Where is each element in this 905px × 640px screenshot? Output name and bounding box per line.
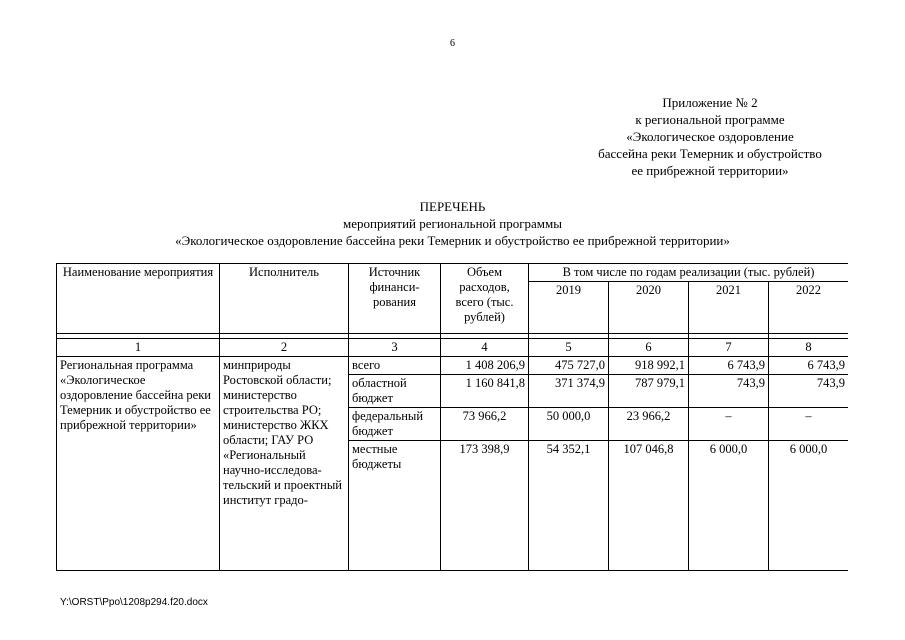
column-number: 2 bbox=[220, 339, 349, 357]
source-cell: областной бюджет bbox=[349, 375, 441, 408]
total-cell: 173 398,9 bbox=[441, 441, 529, 571]
year-value-cell: 743,9 bbox=[769, 375, 849, 408]
year-value-cell: 787 979,1 bbox=[609, 375, 689, 408]
year-value-cell: 6 000,0 bbox=[689, 441, 769, 571]
header-executor: Исполнитель bbox=[220, 264, 349, 334]
year-value-cell: 54 352,1 bbox=[529, 441, 609, 571]
column-number: 4 bbox=[441, 339, 529, 357]
appendix-line: «Экологическое оздоровление bbox=[626, 129, 794, 144]
year-value-cell: 23 966,2 bbox=[609, 408, 689, 441]
appendix-line: к региональной программе bbox=[635, 112, 785, 127]
total-cell: 1 160 841,8 bbox=[441, 375, 529, 408]
year-value-cell: 6 743,9 bbox=[689, 357, 769, 375]
year-value-cell: 50 000,0 bbox=[529, 408, 609, 441]
year-value-cell: 371 374,9 bbox=[529, 375, 609, 408]
program-name-cell: Региональная программа «Экологическое оздоровление бассейна реки Темерник и обустройство ее прибрежной территории» bbox=[57, 357, 220, 571]
header-name: Наименование мероприятия bbox=[57, 264, 220, 334]
header-source: Источник финанси-рования bbox=[349, 264, 441, 334]
title-line: мероприятий региональной программы bbox=[343, 216, 562, 231]
measures-table bbox=[56, 263, 848, 571]
year-value-cell: 6 743,9 bbox=[769, 357, 849, 375]
title-line: «Экологическое оздоровление бассейна реки Темерник и обустройство ее прибрежной территории» bbox=[175, 233, 730, 248]
header-year: 2022 bbox=[769, 282, 849, 334]
total-cell: 73 966,2 bbox=[441, 408, 529, 441]
year-value-cell: – bbox=[769, 408, 849, 441]
year-value-cell: 743,9 bbox=[689, 375, 769, 408]
column-number: 5 bbox=[529, 339, 609, 357]
document-title bbox=[0, 198, 905, 249]
appendix-line: ее прибрежной территории» bbox=[631, 163, 789, 178]
column-number: 8 bbox=[769, 339, 849, 357]
source-cell: местные бюджеты bbox=[349, 441, 441, 571]
year-value-cell: 475 727,0 bbox=[529, 357, 609, 375]
appendix-block bbox=[560, 94, 860, 179]
year-value-cell: 918 992,1 bbox=[609, 357, 689, 375]
header-by-years: В том числе по годам реализации (тыс. рублей) bbox=[529, 264, 849, 282]
executors-cell: минприроды Ростовской области; министерство строительства РО; министерство ЖКХ области; ГАУ РО «Региональный научно-исследова-тельский и проектный институт градо- bbox=[220, 357, 349, 571]
appendix-line: Приложение № 2 bbox=[662, 95, 758, 110]
year-value-cell: 6 000,0 bbox=[769, 441, 849, 571]
appendix-line: бассейна реки Темерник и обустройство bbox=[598, 146, 822, 161]
column-number: 6 bbox=[609, 339, 689, 357]
header-year: 2019 bbox=[529, 282, 609, 334]
table-row bbox=[57, 357, 849, 375]
header-year: 2021 bbox=[689, 282, 769, 334]
total-cell: 1 408 206,9 bbox=[441, 357, 529, 375]
measures-table-container bbox=[56, 263, 848, 580]
source-cell: всего bbox=[349, 357, 441, 375]
source-cell: федеральный бюджет bbox=[349, 408, 441, 441]
page-number: 6 bbox=[450, 38, 455, 49]
header-year: 2020 bbox=[609, 282, 689, 334]
file-path-footer: Y:\ORST\Ppo\1208p294.f20.docx bbox=[60, 597, 208, 608]
column-number: 3 bbox=[349, 339, 441, 357]
column-number: 1 bbox=[57, 339, 220, 357]
header-volume: Объем расходов, всего (тыс. рублей) bbox=[441, 264, 529, 334]
column-number: 7 bbox=[689, 339, 769, 357]
year-value-cell: 107 046,8 bbox=[609, 441, 689, 571]
title-heading: ПЕРЕЧЕНЬ bbox=[419, 199, 486, 214]
year-value-cell: – bbox=[689, 408, 769, 441]
